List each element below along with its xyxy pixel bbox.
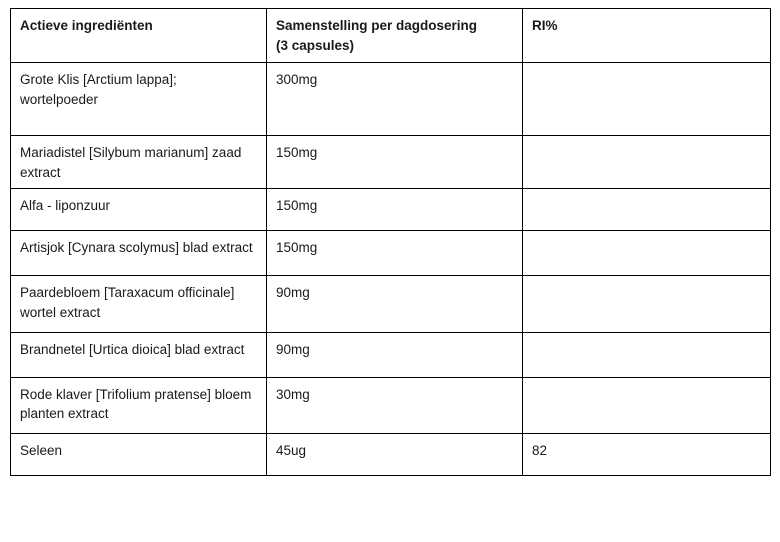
- column-header-ingredient: Actieve ingrediënten: [11, 9, 267, 63]
- cell-ingredient: Rode klaver [Trifolium pratense] bloem planten extract: [11, 377, 267, 433]
- cell-ingredient: Paardebloem [Taraxacum officinale] wortel extract: [11, 276, 267, 332]
- cell-composition: 30mg: [267, 377, 523, 433]
- cell-ingredient: Alfa - liponzuur: [11, 189, 267, 231]
- cell-ri: [523, 136, 771, 189]
- cell-ri: [523, 332, 771, 377]
- cell-ri: [523, 377, 771, 433]
- table-row: [11, 136, 771, 189]
- cell-ingredient: Seleen: [11, 433, 267, 475]
- table-header: [11, 9, 771, 63]
- cell-composition: 300mg: [267, 63, 523, 136]
- table-header-row: [11, 9, 771, 63]
- cell-ingredient: Mariadistel [Silybum marianum] zaad extract: [11, 136, 267, 189]
- cell-ingredient: Grote Klis [Arctium lappa]; wortelpoeder: [11, 63, 267, 136]
- table-row: [11, 433, 771, 475]
- cell-composition: 90mg: [267, 332, 523, 377]
- column-header-composition-line2: (3 capsules): [276, 37, 355, 53]
- column-header-composition: [267, 9, 523, 63]
- cell-ri: [523, 189, 771, 231]
- cell-ri: [523, 276, 771, 332]
- cell-ingredient: Artisjok [Cynara scolymus] blad extract: [11, 231, 267, 276]
- cell-ri: [523, 231, 771, 276]
- column-header-ri: RI%: [523, 9, 771, 63]
- cell-composition: 45ug: [267, 433, 523, 475]
- table-row: [11, 276, 771, 332]
- table-row: [11, 231, 771, 276]
- table-row: [11, 332, 771, 377]
- cell-composition: 150mg: [267, 231, 523, 276]
- column-header-composition-line1: Samenstelling per dagdosering: [276, 18, 478, 33]
- cell-ri: 82: [523, 433, 771, 475]
- table-row: [11, 377, 771, 433]
- cell-ri: [523, 63, 771, 136]
- table-row: [11, 189, 771, 231]
- cell-composition: 150mg: [267, 189, 523, 231]
- cell-ingredient: Brandnetel [Urtica dioica] blad extract: [11, 332, 267, 377]
- table-body: [11, 63, 771, 476]
- ingredients-table: [10, 8, 771, 476]
- cell-composition: 90mg: [267, 276, 523, 332]
- cell-composition: 150mg: [267, 136, 523, 189]
- table-row: [11, 63, 771, 136]
